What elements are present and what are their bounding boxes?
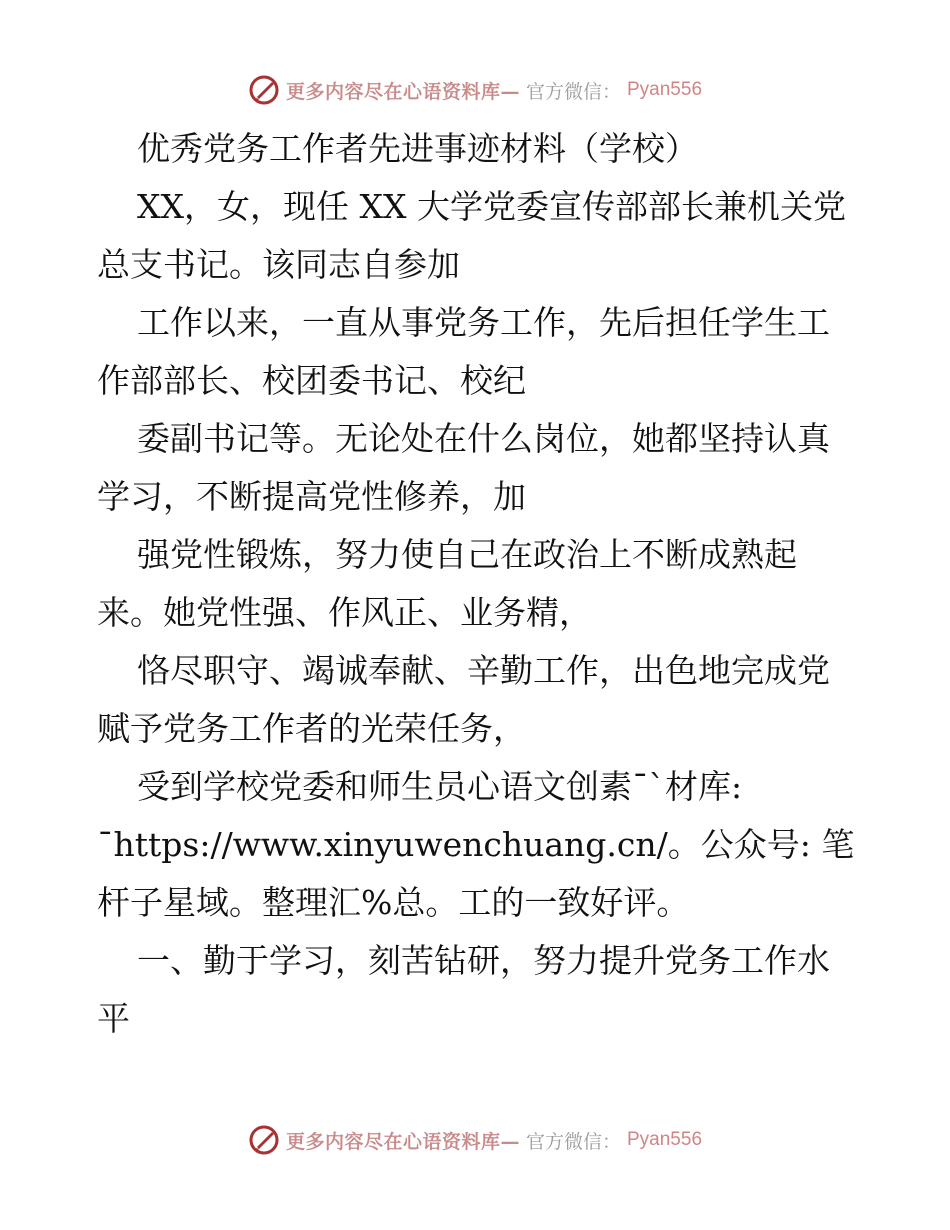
section-heading-continued: 平 (97, 999, 130, 1038)
paragraph-line: 作部部长、校团委书记、校纪 (97, 361, 526, 400)
footer-watermark (0, 1120, 950, 1160)
paragraph-line: 学习，不断提高党性修养，加 (97, 477, 526, 516)
quill-seal-icon (248, 74, 280, 106)
footer-slogan: 更多内容尽在心语资料库— (285, 1130, 520, 1153)
paragraph-line: 强党性锻炼，努力使自己在政治上不断成熟起 (137, 535, 797, 574)
paragraph-line: 总支书记。该同志自参加 (97, 245, 460, 284)
footer-wechat-id: Pyan556 (627, 1129, 703, 1150)
paragraph-line: 受到学校党委和师生员心语文创素¯`材库: (137, 767, 743, 806)
paragraph-line: 杆子星域。整理汇%总。工的一致好评。 (97, 883, 690, 922)
paragraph-line: 委副书记等。无论处在什么岗位，她都坚持认真 (137, 419, 830, 458)
paragraph-line: 工作以来，一直从事党务工作，先后担任学生工 (137, 303, 830, 342)
footer-wechat-label: 官方微信： (525, 1130, 621, 1153)
document-title: 优秀党务工作者先进事迹材料（学校） (137, 129, 698, 168)
paragraph-line: 来。她党性强、作风正、业务精， (97, 593, 592, 632)
header-slogan: 更多内容尽在心语资料库— (285, 80, 520, 103)
quill-seal-icon (248, 1124, 280, 1156)
paragraph-line-url: ¯https://www.xinyuwenchuang.cn/。公众号: 笔 (97, 825, 855, 864)
section-heading: 一、勤于学习，刻苦钻研，努力提升党务工作水 (137, 941, 830, 980)
document-body (97, 120, 857, 1048)
header-wechat-label: 官方微信： (525, 80, 621, 103)
paragraph-line: 恪尽职守、竭诚奉献、辛勤工作，出色地完成党 (137, 651, 830, 690)
paragraph-line: 赋予党务工作者的光荣任务， (97, 709, 526, 748)
header-watermark (0, 70, 950, 110)
header-wechat-id: Pyan556 (627, 79, 703, 100)
paragraph-line: XX，女，现任 XX 大学党委宣传部部长兼机关党 (137, 187, 846, 226)
